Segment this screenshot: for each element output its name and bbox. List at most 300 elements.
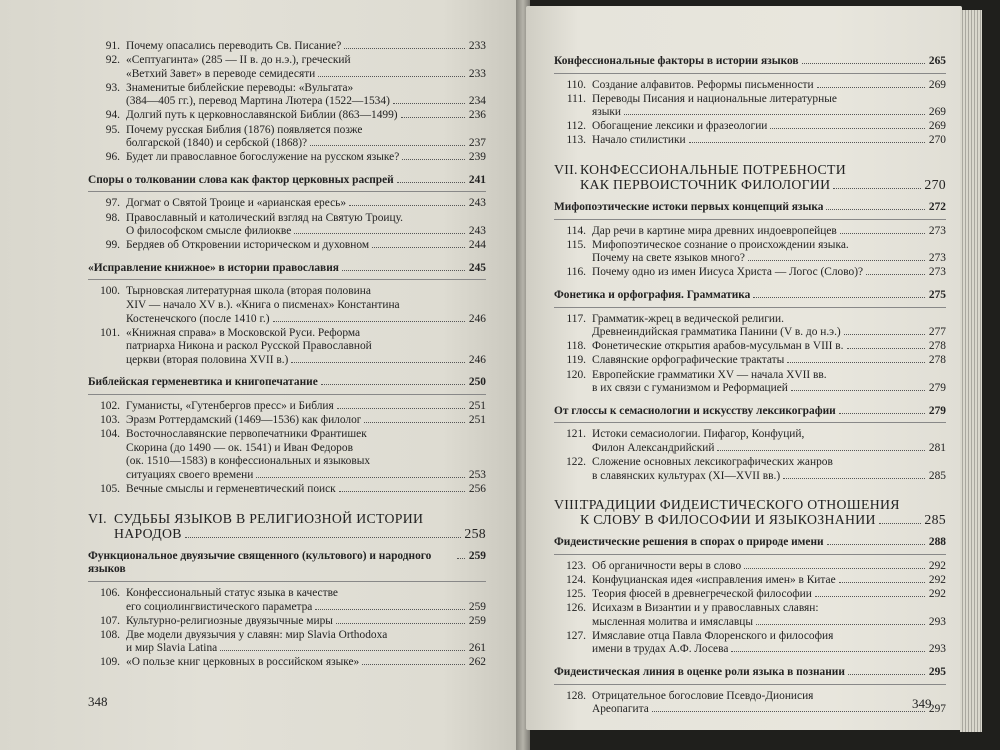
- toc-page-number: 279: [928, 404, 946, 417]
- toc-text: Православный и католический взгляд на Святую Троицу.: [126, 211, 404, 224]
- toc-text: Об органичности веры в слово: [592, 559, 742, 572]
- entry-body: [126, 327, 486, 368]
- toc-text: Конфуцианская идея «исправления имен» в Китае: [592, 573, 836, 586]
- toc-line: [126, 428, 486, 442]
- entry-body: [126, 82, 486, 109]
- entry-number: 102.: [100, 400, 120, 413]
- dot-leader: [185, 537, 462, 538]
- dot-leader: [321, 384, 465, 385]
- toc-entry: [554, 630, 946, 657]
- toc-line: [592, 340, 946, 354]
- entry-body: [592, 588, 946, 602]
- entry-body: [126, 197, 486, 211]
- toc-page-number: 278: [928, 354, 946, 367]
- section-heading: [88, 174, 486, 193]
- chapter-heading: [554, 497, 946, 527]
- toc-entry: [88, 40, 486, 54]
- toc-page-number: 273: [928, 224, 946, 237]
- toc-text: Создание алфавитов. Реформы письменности: [592, 78, 814, 91]
- toc-line: [126, 137, 486, 151]
- toc-line: [126, 340, 486, 354]
- toc-line: [554, 512, 946, 527]
- entry-body: [126, 615, 486, 629]
- toc-text: От глоссы к семасиологии и искусству лексикографии: [554, 404, 836, 417]
- toc-line: [592, 354, 946, 368]
- entry-body: [592, 313, 946, 340]
- toc-line: [88, 174, 486, 188]
- entry-body: [592, 93, 946, 120]
- toc-text: Вечные смыслы и герменевтический поиск: [126, 483, 336, 496]
- toc-line: [592, 616, 946, 630]
- dot-leader: [294, 233, 465, 234]
- dot-leader: [624, 114, 925, 115]
- toc-page-number: 246: [468, 312, 486, 325]
- section-heading: [554, 55, 946, 74]
- entry-number: 94.: [105, 109, 120, 122]
- toc-line: [592, 93, 946, 107]
- toc-entry: [88, 124, 486, 151]
- toc-text: «Исправление книжное» в истории православия: [88, 261, 339, 274]
- section-heading: [554, 201, 946, 220]
- entry-body: [126, 239, 486, 253]
- toc-entry: [88, 327, 486, 368]
- toc-entry: [554, 588, 946, 602]
- toc-line: [126, 124, 486, 138]
- toc-text: Две модели двуязычия у славян: мир Slavia Orthodoxa: [126, 628, 388, 641]
- dot-leader: [756, 624, 925, 625]
- toc-text: Переводы Писания и национальные литературные: [592, 92, 837, 105]
- toc-text: «Ветхий Завет» в переводе семидесяти: [126, 67, 316, 80]
- entry-body: [126, 124, 486, 151]
- toc-page-number: 285: [924, 512, 946, 528]
- entry-number: 118.: [566, 340, 586, 353]
- toc-page-number: 293: [928, 615, 946, 628]
- toc-page-number: 259: [468, 614, 486, 627]
- toc-line: [592, 588, 946, 602]
- toc-entry: [88, 109, 486, 123]
- dot-leader: [310, 145, 465, 146]
- toc-page-number: 270: [928, 134, 946, 147]
- toc-page-number: 253: [468, 469, 486, 482]
- toc-page-number: 241: [468, 173, 486, 186]
- dot-leader: [817, 87, 925, 88]
- toc-entry: [554, 354, 946, 368]
- entry-number: 95.: [105, 123, 120, 136]
- entry-body: [126, 285, 486, 326]
- toc-text: имени в трудах А.Ф. Лосева: [592, 643, 729, 656]
- toc-page-number: 250: [468, 376, 486, 389]
- chapter-heading: [554, 162, 946, 192]
- dot-leader: [866, 274, 925, 275]
- toc-entry: [554, 93, 946, 120]
- toc-page-number: 281: [928, 441, 946, 454]
- toc-page-number: 261: [468, 642, 486, 655]
- toc-entry: [88, 212, 486, 239]
- toc-page-number: 269: [928, 78, 946, 91]
- toc-entry: [88, 151, 486, 165]
- toc-entry: [554, 266, 946, 280]
- toc-line: [592, 266, 946, 280]
- toc-line: [88, 550, 486, 577]
- entry-number: 107.: [100, 614, 120, 627]
- toc-text: Фидеистические решения в спорах о природе имени: [554, 536, 824, 549]
- dot-leader: [402, 159, 465, 160]
- entry-number: 115.: [566, 238, 586, 251]
- toc-text: Начало стилистики: [592, 134, 686, 147]
- toc-page-number: 270: [924, 177, 946, 193]
- toc-entry: [554, 340, 946, 354]
- dot-leader: [336, 623, 465, 624]
- entry-body: [592, 690, 946, 717]
- toc-page-number: 244: [468, 239, 486, 252]
- toc-line: [592, 602, 946, 616]
- toc-page-number: 278: [928, 340, 946, 353]
- toc-page-number: 273: [928, 266, 946, 279]
- toc-line: [126, 151, 486, 165]
- toc-text: О философском смысле филиокве: [126, 225, 292, 238]
- toc-page-number: 269: [928, 106, 946, 119]
- toc-line: [554, 201, 946, 215]
- toc-line: [126, 313, 486, 327]
- entry-body: [126, 109, 486, 123]
- entry-body: [592, 602, 946, 629]
- section-heading: [554, 536, 946, 555]
- toc-page-number: 273: [928, 252, 946, 265]
- toc-text: Долгий путь к церковнославянской Библии (863—1499): [126, 109, 398, 122]
- dot-leader: [362, 664, 465, 665]
- entry-body: [126, 414, 486, 428]
- dot-leader: [349, 205, 465, 206]
- entry-number: 116.: [566, 266, 586, 279]
- dot-leader: [748, 260, 925, 261]
- toc-entry: [554, 313, 946, 340]
- toc-page-number: 262: [468, 656, 486, 669]
- dot-leader: [840, 233, 925, 234]
- toc-page-number: 256: [468, 483, 486, 496]
- page-number-left: 348: [88, 694, 108, 709]
- toc-text: церкви (вторая половина XVII в.): [126, 353, 289, 366]
- dot-leader: [827, 544, 925, 545]
- section-heading: [554, 666, 946, 685]
- entry-number: 91.: [105, 40, 120, 52]
- entry-number: 99.: [105, 239, 120, 252]
- entry-body: [126, 400, 486, 414]
- entry-body: [126, 212, 486, 239]
- section-heading: [88, 376, 486, 395]
- chapter-number: VIII.: [554, 497, 583, 513]
- toc-line: [126, 68, 486, 82]
- toc-page-number: 258: [464, 525, 486, 541]
- toc-line: [592, 690, 946, 704]
- toc-line: [126, 400, 486, 414]
- toc-text: Отрицательное богословие Псевдо-Дионисия: [592, 689, 814, 702]
- toc-line: [126, 442, 486, 456]
- section-heading: [554, 289, 946, 308]
- toc-page-number: 269: [928, 120, 946, 133]
- entry-number: 100.: [100, 285, 120, 298]
- entry-body: [592, 225, 946, 239]
- toc-text: Обогащение лексики и фразеологии: [592, 120, 768, 133]
- toc-line: [126, 299, 486, 313]
- toc-line: [126, 40, 486, 54]
- toc-entry: [88, 587, 486, 614]
- toc-entry: [554, 690, 946, 717]
- toc-text: Славянские орфографические трактаты: [592, 354, 785, 367]
- toc-line: [592, 313, 946, 327]
- entry-number: 113.: [566, 134, 586, 147]
- toc-text: Фонетика и орфография. Грамматика: [554, 289, 751, 302]
- dot-leader: [344, 48, 465, 49]
- entry-number: 119.: [566, 354, 586, 367]
- toc-line: [592, 643, 946, 657]
- entry-number: 97.: [105, 197, 120, 210]
- toc-text: Имяславие отца Павла Флоренского и философия: [592, 629, 834, 642]
- toc-line: [126, 469, 486, 483]
- toc-text: «Книжная справа» в Московской Руси. Реформа: [126, 326, 361, 339]
- toc-right: [554, 46, 946, 717]
- toc-entry: [88, 483, 486, 497]
- toc-line: [592, 239, 946, 253]
- page-number-right: 349: [912, 696, 932, 711]
- toc-text: Древнеиндийская грамматика Панини (V в. до н.э.): [592, 326, 841, 339]
- toc-line: [592, 630, 946, 644]
- toc-page-number: 265: [928, 55, 946, 67]
- toc-text: Фонетические открытия арабов-мусульман в VIII в.: [592, 340, 844, 353]
- toc-text: (384—405 гг.), перевод Мартина Лютера (1522—1534): [126, 95, 390, 108]
- toc-text: Функциональное двуязычие священного (культового) и народного языков: [88, 549, 432, 576]
- entry-body: [126, 151, 486, 165]
- toc-entry: [554, 602, 946, 629]
- toc-line: [126, 354, 486, 368]
- toc-line: [126, 642, 486, 656]
- dot-leader: [401, 117, 465, 118]
- toc-entry: [88, 197, 486, 211]
- dot-leader: [753, 297, 925, 298]
- dot-leader: [744, 568, 925, 569]
- dot-leader: [342, 270, 465, 271]
- toc-page-number: 243: [468, 225, 486, 238]
- entry-body: [592, 428, 946, 455]
- toc-line: [126, 629, 486, 643]
- dot-leader: [689, 142, 925, 143]
- entry-body: [592, 134, 946, 148]
- entry-number: 122.: [566, 455, 586, 468]
- toc-text: Почему на свете языков много?: [592, 252, 745, 265]
- toc-line: [592, 79, 946, 93]
- chapter-number: VI.: [88, 510, 107, 526]
- toc-text: Библейская герменевтика и книгопечатание: [88, 376, 318, 389]
- entry-number: 126.: [566, 602, 586, 615]
- toc-entry: [88, 629, 486, 656]
- dot-leader: [337, 408, 465, 409]
- dot-leader: [847, 348, 925, 349]
- section-heading: [88, 262, 486, 281]
- toc-line: [126, 82, 486, 96]
- toc-text: Восточнославянские первопечатники Франтишек: [126, 428, 367, 441]
- dot-leader: [393, 103, 465, 104]
- entry-number: 93.: [105, 81, 120, 94]
- dot-leader: [273, 321, 466, 322]
- toc-text: Европейские грамматики XV — начала XVII вв.: [592, 368, 827, 381]
- toc-line: [592, 120, 946, 134]
- toc-line: [126, 483, 486, 497]
- toc-page-number: 251: [468, 400, 486, 413]
- toc-text: КАК ПЕРВОИСТОЧНИК ФИЛОЛОГИИ: [580, 177, 831, 193]
- toc-line: [554, 177, 946, 192]
- entry-number: 128.: [566, 689, 586, 702]
- entry-number: 106.: [100, 586, 120, 599]
- toc-line: [592, 134, 946, 148]
- toc-text: Теория фюсей в древнегреческой философии: [592, 587, 812, 600]
- toc-text: Мифопоэтическое сознание о происхождении языка.: [592, 238, 849, 251]
- toc-text: Эразм Роттердамский (1469—1536) как филолог: [126, 414, 362, 427]
- toc-entry: [554, 369, 946, 396]
- dot-leader: [457, 558, 465, 559]
- toc-entry: [88, 428, 486, 482]
- toc-line: [592, 470, 946, 484]
- chapter-line: [554, 162, 946, 177]
- chapter-title: СУДЬБЫ ЯЗЫКОВ В РЕЛИГИОЗНОЙ ИСТОРИИ: [114, 510, 424, 526]
- toc-text: Костенечского (после 1410 г.): [126, 312, 270, 325]
- toc-text: Почему опасались переводить Св. Писание?: [126, 40, 342, 52]
- toc-line: [126, 109, 486, 123]
- dot-leader: [220, 650, 465, 651]
- dot-leader: [839, 413, 925, 414]
- dot-leader: [256, 477, 465, 478]
- toc-text: Конфессиональный статус языка в качестве: [126, 586, 338, 599]
- toc-line: [554, 289, 946, 303]
- chapter-heading: [88, 511, 486, 541]
- dot-leader: [652, 711, 925, 712]
- toc-page-number: 292: [928, 587, 946, 600]
- toc-line: [88, 376, 486, 390]
- toc-line: [554, 666, 946, 680]
- toc-page-number: 239: [468, 151, 486, 164]
- toc-line: [126, 601, 486, 615]
- entry-body: [592, 239, 946, 266]
- entry-number: 110.: [566, 78, 586, 91]
- toc-line: [554, 405, 946, 419]
- chapter-title: ТРАДИЦИИ ФИДЕИСТИЧЕСКОГО ОТНОШЕНИЯ: [580, 497, 900, 513]
- toc-line: [126, 327, 486, 341]
- toc-line: [592, 703, 946, 717]
- toc-page-number: 275: [928, 289, 946, 302]
- dot-leader: [791, 390, 925, 391]
- toc-page-number: 251: [468, 414, 486, 427]
- toc-page-number: 233: [468, 67, 486, 80]
- dot-leader: [339, 491, 465, 492]
- toc-text: Ареопагита: [592, 703, 649, 716]
- dot-leader: [815, 596, 925, 597]
- dot-leader: [397, 182, 465, 183]
- toc-text: Догмат о Святой Троице и «арианская ересь»: [126, 197, 347, 210]
- toc-entry: [554, 560, 946, 574]
- toc-entry: [554, 428, 946, 455]
- entry-body: [592, 120, 946, 134]
- toc-page-number: 295: [928, 665, 946, 678]
- toc-page-number: 277: [928, 326, 946, 339]
- toc-line: [88, 262, 486, 276]
- entry-body: [126, 629, 486, 656]
- toc-entry: [88, 615, 486, 629]
- toc-text: Скорина (до 1490 — ок. 1541) и Иван Федоров: [126, 441, 353, 454]
- toc-line: [592, 560, 946, 574]
- dot-leader: [879, 523, 922, 524]
- toc-text: К СЛОВУ В ФИЛОСОФИИ И ЯЗЫКОЗНАНИИ: [580, 512, 876, 528]
- toc-line: [126, 656, 486, 670]
- toc-page-number: 233: [468, 40, 486, 52]
- toc-line: [88, 526, 486, 541]
- dot-leader: [717, 450, 925, 451]
- toc-text: «Септуагинта» (285 — II в. до н.э.), греческий: [126, 54, 351, 67]
- toc-line: [592, 574, 946, 588]
- toc-text: Бердяев об Откровении историческом и духовном: [126, 239, 370, 252]
- entry-number: 121.: [566, 428, 586, 441]
- toc-entry: [88, 414, 486, 428]
- toc-page-number: 234: [468, 95, 486, 108]
- toc-text: Филон Александрийский: [592, 441, 715, 454]
- dot-leader: [802, 63, 925, 64]
- toc-line: [126, 455, 486, 469]
- toc-page-number: 297: [928, 703, 946, 716]
- section-heading: [554, 405, 946, 424]
- toc-line: [126, 285, 486, 299]
- toc-text: XIV — начало XV в.). «Книга о писменах» Константина: [126, 299, 400, 311]
- toc-text: Истоки семасиологии. Пифагор, Конфуций,: [592, 428, 805, 441]
- toc-entry: [554, 134, 946, 148]
- dot-leader: [318, 76, 465, 77]
- toc-page-number: 245: [468, 261, 486, 274]
- toc-text: Знаменитые библейские переводы: «Вульгата»: [126, 81, 354, 94]
- chapter-title: КОНФЕССИОНАЛЬНЫЕ ПОТРЕБНОСТИ: [580, 162, 846, 178]
- toc-line: [126, 54, 486, 68]
- chapter-line: [88, 511, 486, 526]
- toc-text: ситуациях своего времени: [126, 469, 254, 482]
- toc-line: [554, 55, 946, 69]
- toc-line: [592, 326, 946, 340]
- entry-body: [592, 79, 946, 93]
- toc-text: НАРОДОВ: [114, 525, 182, 541]
- dot-leader: [848, 674, 925, 675]
- toc-text: Конфессиональные факторы в истории языков: [554, 55, 799, 67]
- entry-body: [126, 656, 486, 670]
- toc-line: [592, 382, 946, 396]
- toc-line: [592, 442, 946, 456]
- entry-body: [126, 483, 486, 497]
- toc-text: болгарской (1840) и сербской (1868)?: [126, 137, 308, 150]
- toc-page-number: 292: [928, 573, 946, 586]
- toc-line: [126, 587, 486, 601]
- page-edges: [960, 10, 982, 732]
- chapter-number: VII.: [554, 162, 578, 178]
- toc-page-number: 246: [468, 353, 486, 366]
- toc-entry: [554, 456, 946, 483]
- dot-leader: [826, 209, 925, 210]
- entry-body: [592, 574, 946, 588]
- toc-text: Сложение основных лексикографических жанров: [592, 455, 833, 468]
- toc-text: Исихазм в Византии и у православных славян:: [592, 602, 819, 615]
- chapter-line: [554, 497, 946, 512]
- toc-line: [592, 428, 946, 442]
- toc-entry: [554, 225, 946, 239]
- section-heading: [88, 550, 486, 582]
- entry-number: 104.: [100, 428, 120, 441]
- toc-text: Мифопоэтические истоки первых концепций языка: [554, 201, 824, 214]
- dot-leader: [364, 422, 465, 423]
- toc-text: Будет ли православное богослужение на русском языке?: [126, 151, 400, 164]
- dot-leader: [783, 478, 925, 479]
- toc-entry: [554, 79, 946, 93]
